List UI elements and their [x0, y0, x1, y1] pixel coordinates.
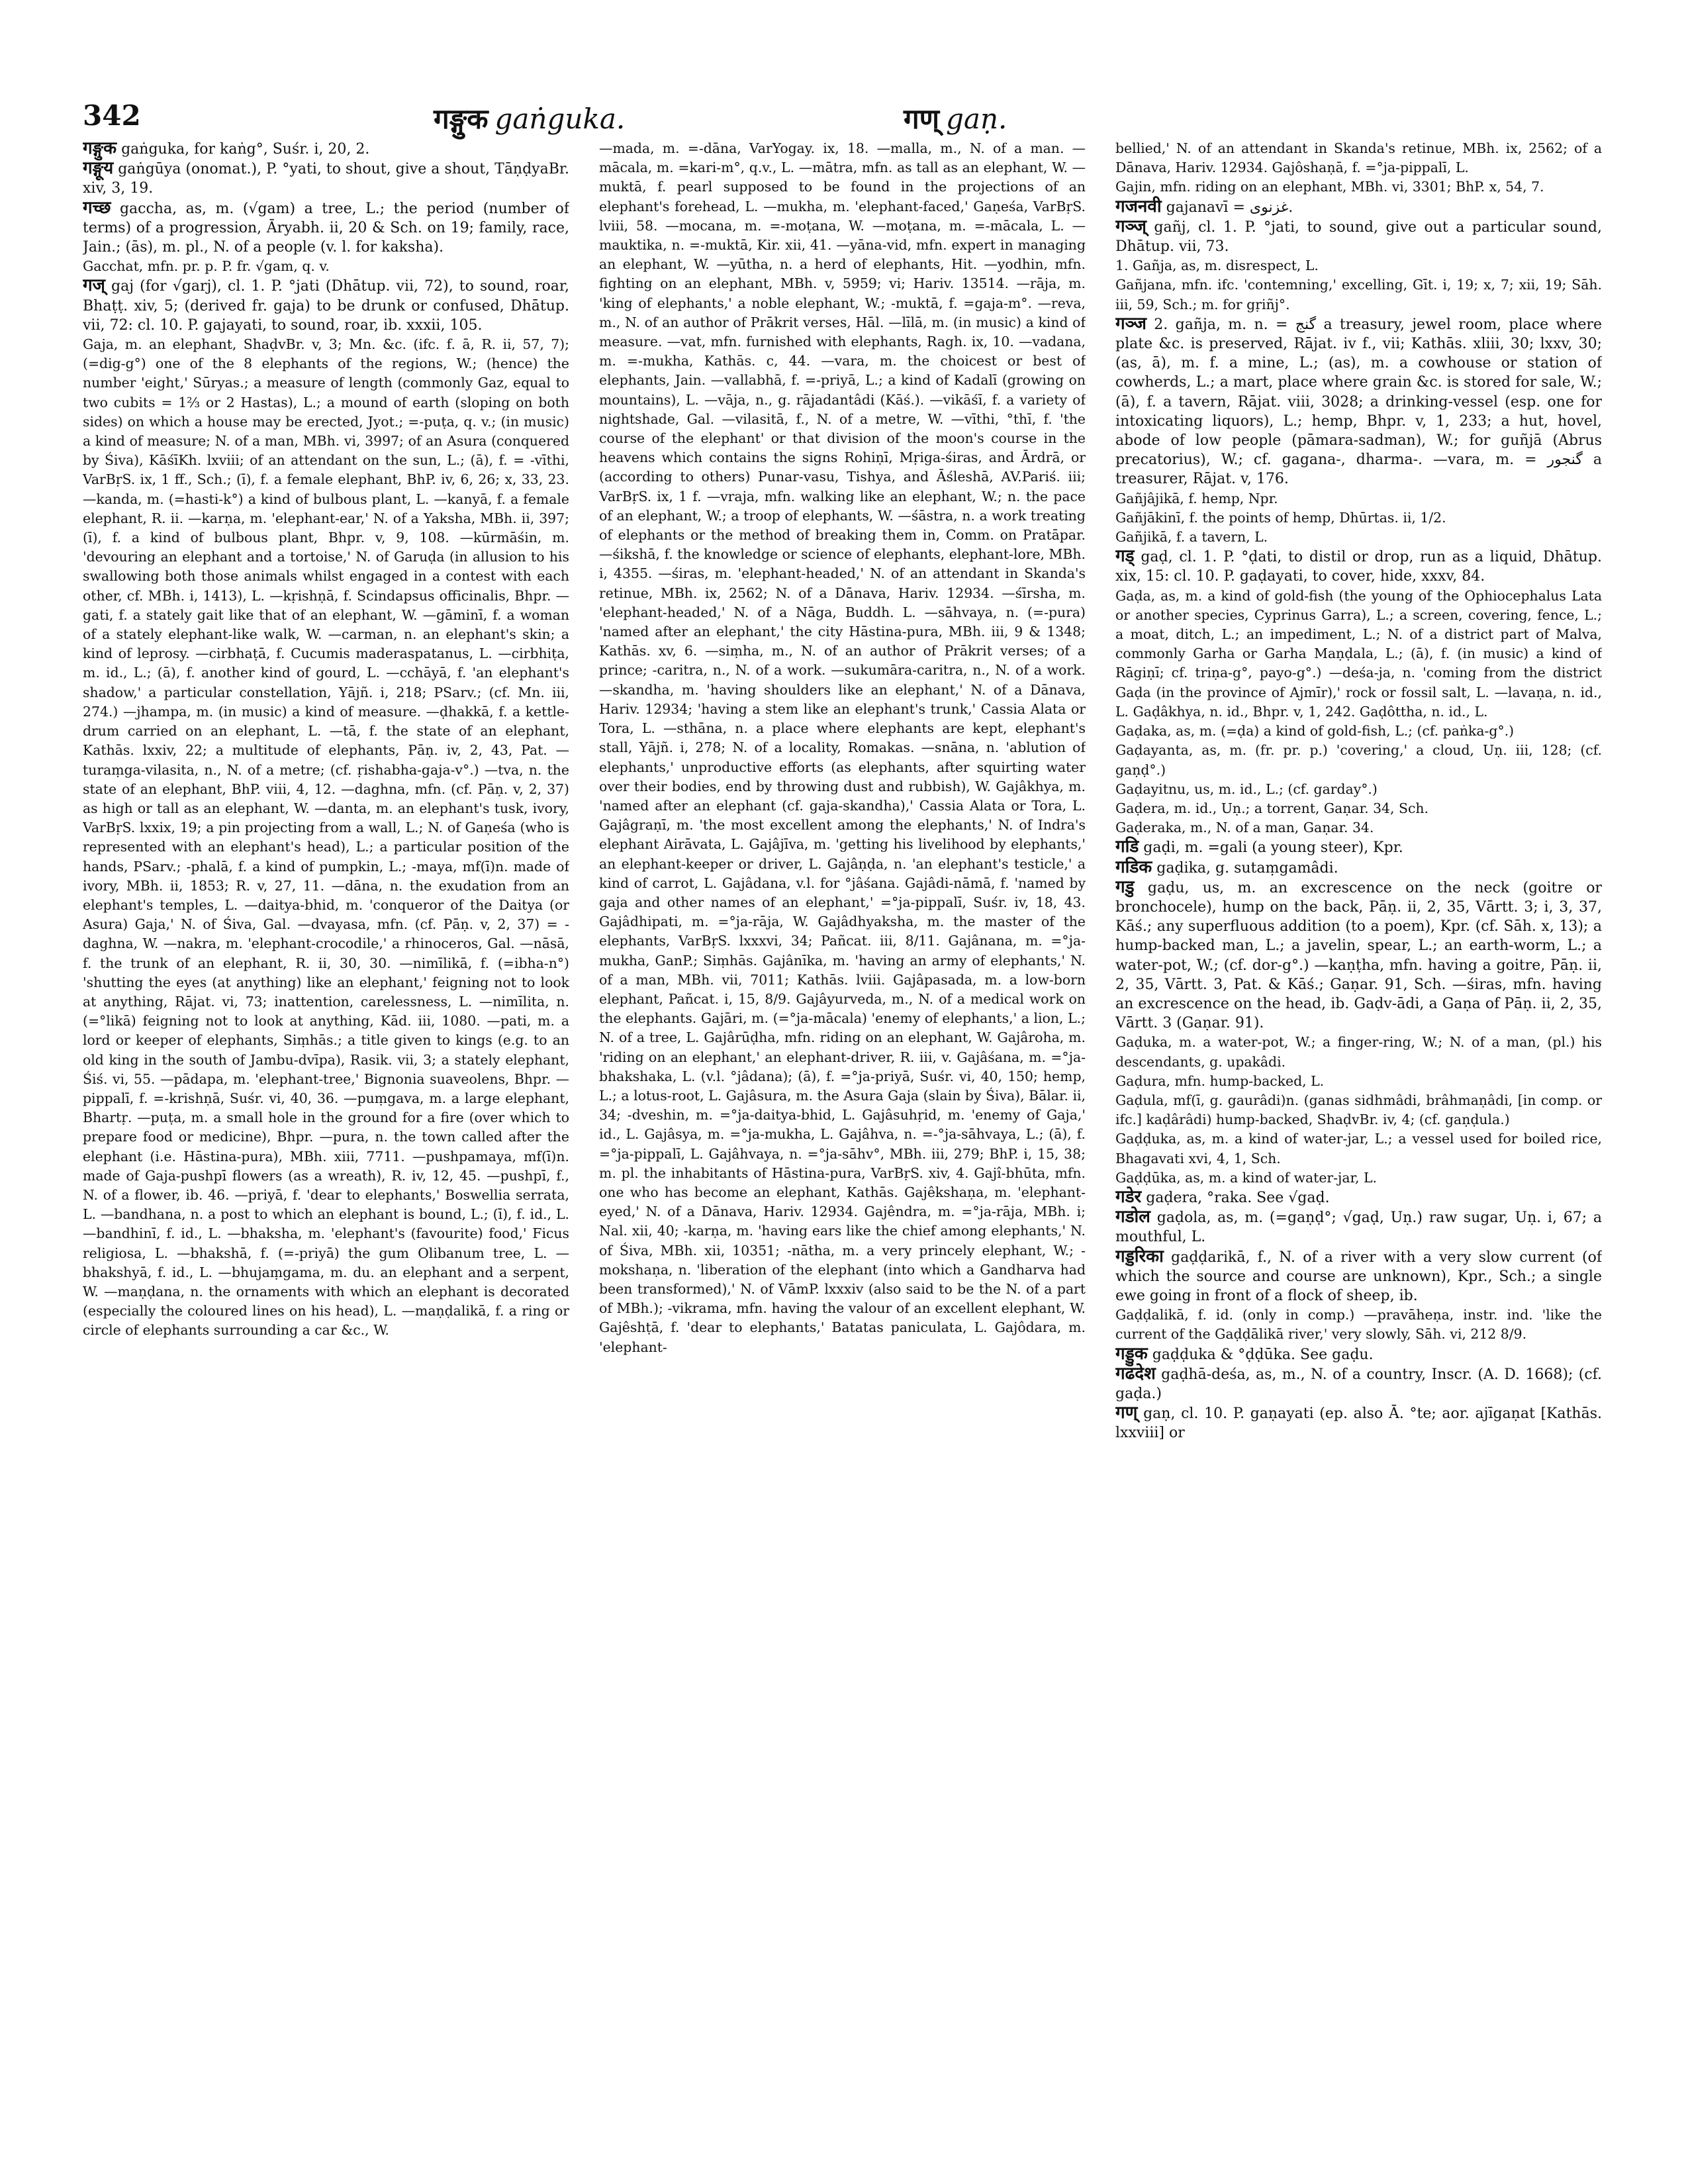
entry-text: 1. Gañja, as, m. disrespect, L. [1115, 258, 1319, 274]
running-head-right-roman: gaṇ. [946, 103, 1007, 135]
dictionary-entry [83, 199, 569, 258]
entry-headword-devanagari: गङ्गूय [83, 158, 114, 179]
dictionary-entry [1115, 197, 1602, 217]
entry-text: gaḍhā-deśa, as, m., N. of a country, Inscr. (A. D. 1668); (cf. gaḍa.) [1115, 1366, 1602, 1402]
entry-text: gaccha, as, m. (√gam) a tree, L.; the period (number of terms) of a progression, Āryabh. ii, 20 & Sch. on 19; family, race, Jain.; (ās), m. pl., N. of a people (v. l. for kaksha). [83, 200, 569, 256]
entry-headword-devanagari: गज् [83, 275, 105, 296]
dictionary-entry [1115, 275, 1602, 314]
entry-text: Gaḍera, m. id., Uṇ.; a torrent, Gaṇar. 34, Sch. [1115, 800, 1428, 816]
entry-text: Gaḍura, mfn. hump-backed, L. [1115, 1072, 1325, 1089]
dictionary-entry [1115, 818, 1602, 837]
entry-text: Gajin, mfn. riding on an elephant, MBh. vi, 3301; BhP. x, 54, 7. [1115, 179, 1544, 195]
entry-text: Gaja, m. an elephant, ShaḍvBr. v, 3; Mn. &c. (ifc. f. ā, R. ii, 57, 7); (=dig-g°) one of the 8 elephants of the regions, W.; (hence) the number 'eight,' Sūryas.; a measure of length (commonly Gaz, equal to two cubits = 1⅔ or 2 Hastas), L.; a mound of earth (sloping on both sides) on which a house may be erected, Jyot.; =-puṭa, q. v.; (in music) a kind of measure; N. of a man, MBh. vi, 3997; of an Asura (conquered by Śiva), KāśīKh. lxviii; of an attendant on the sun, L.; (ā), f. = -vīthi, VarBṛS. ix, 1 ff., Sch.; (ī), f. a female elephant, BhP. iv, 6, 26; x, 33, 23. —kanda, m. (=hasti-k°) a kind of bulbous plant, L. —kanyā, f. a female elephant, R. ii. —karṇa, m. 'elephant-ear,' N. of a Yaksha, MBh. ii, 397; (ī), f. a kind of bulbous plant, Bhpr. v, 9, 108. —kūrmāśin, m. 'devouring an elephant and a tortoise,' N. of Garuḍa (in allusion to his swallowing both those animals whilst engaged in a contest with each other, cf. MBh. i, 1413), L. —kṛishṇā, f. Scindapsus officinalis, Bhpr. —gati, f. a stately gait like that of an elephant, W. —gāminī, f. a woman of a stately elephant-like walk, W. —carman, n. an elephant's skin; a kind of leprosy. —cirbhaṭā, f. Cucumis maderaspatanus, L. —cirbhiṭa, m. id., L.; (ā), f. another kind of gourd, L. —cchāyā, f. 'an elephant's shadow,' a particular constellation, Yājñ. i, 218; PSarv.; (cf. Mn. iii, 274.) —jhampa, m. (in music) a kind of measure. —ḍhakkā, f. a kettle-drum carried on an elephant, L. —tā, f. the state of an elephant, Kathās. lxxiv, 22; a multitude of elephants, Pāṇ. iv, 2, 43, Pat. —turaṃga-vilasita, n., N. of a metre; (cf. ṛishabha-gaja-v°.) —tva, n. the state of an elephant, BhP. viii, 4, 12. —daghna, mfn. (cf. Pāṇ. v, 2, 37) as high or tall as an elephant, W. —danta, m. an elephant's tusk, ivory, VarBṛS. lxxix, 19; a pin projecting from a wall, L.; N. of Gaṇeśa (who is represented with an elephant's head), L.; a particular position of the hands, PSarv.; -phalā, f. a kind of pumpkin, L.; -maya, mf(ī)n. made of ivory, MBh. ii, 1853; R. v, 27, 11. —dāna, n. the exudation from an elephant's temples, L. —daitya-bhid, m. 'conqueror of the Daitya (or Asura) Gaja,' N. of Śiva, Gal. —dvayasa, mfn. (cf. Pāṇ. v, 2, 37) = -daghna, W. —nakra, m. 'elephant-crocodile,' a rhinoceros, Gal. —nāsā, f. the trunk of an elephant, R. ii, 30, 30. —nimīlikā, f. (=ibha-n°) 'shutting the eyes (at anything) like an elephant,' feigning not to look at anything, Rājat. vi, 73; inattention, carelessness, L. —nimīlita, n. (=°likā) feigning not to look at anything, Kād. iii, 1080. —pati, m. a lord or keeper of elephants, Siṃhās.; a title given to kings (e.g. to an old king in the south of Jambu-dvīpa), Rasik. vii, 3; a stately elephant, Śiś. vi, 55. —pādapa, m. 'elephant-tree,' Bignonia suaveolens, Bhpr. —pippalī, f. =-krishṇā, Suśr. vi, 40, 36. —puṃgava, m. a large elephant, Bhartṛ. —puṭa, m. a small hole in the ground for a fire (over which to prepare food or medicine), Bhpr. —pura, n. the town called after the elephant (i.e. Hāstina-pura), MBh. xiii, 7711. —pushpamaya, mf(ī)n. made of Gaja-pushpī flowers (as a wreath), R. iv, 12, 45. —pushpī, f., N. of a flower, ib. 46. —priyā, f. 'dear to elephants,' Boswellia serrata, L. —bandhana, n. a post to which an elephant is bound, L.; (ī), f. id., L. —bandhinī, f. id., L. —bhaksha, m. 'elephant's (favourite) food,' Ficus religiosa, L. —bhakshā, f. (=-priyā) the gum Olibanum tree, L. —bhakshyā, f. id., L. —bhujaṃgama, m. du. an elephant and a serpent, W. —maṇḍana, n. the ornaments with which an elephant is decorated (especially the coloured lines on his head), L. —maṇḍalikā, f. a ring or circle of elephants surrounding a car &c., W. [83, 336, 569, 1339]
dictionary-entry [1115, 489, 1602, 508]
dictionary-entry [1115, 177, 1602, 197]
dictionary-entry [1115, 1168, 1602, 1188]
dictionary-entry [83, 257, 569, 276]
dictionary-entry [1115, 1072, 1602, 1091]
entry-headword-devanagari: गञ्ज [1115, 313, 1147, 334]
dictionary-entry [1115, 256, 1602, 275]
dictionary-entry [1115, 858, 1602, 878]
page-number: 342 [83, 99, 141, 132]
entry-headword-devanagari: गण् [1115, 1403, 1138, 1423]
dictionary-entry [1115, 217, 1602, 256]
dictionary-entry [83, 159, 569, 198]
entry-text: Gañjākinī, f. the points of hemp, Dhūrtas. ii, 1/2. [1115, 509, 1446, 526]
text-columns [83, 139, 1625, 2158]
dictionary-entry [1115, 587, 1602, 722]
entry-text: Gañjana, mfn. ifc. 'contemning,' excelling, Gīt. i, 19; x, 7; xii, 19; Sāh. iii, 59, Sch.; m. for gṛiñj°. [1115, 277, 1602, 312]
dictionary-entry [1115, 314, 1602, 489]
dictionary-entry [1115, 1188, 1602, 1208]
entry-text: Gaḍḍūka, as, m. a kind of water-jar, L. [1115, 1169, 1378, 1186]
entry-text: Gañjikā, f. a tavern, L. [1115, 529, 1268, 546]
dictionary-entry [1115, 741, 1602, 779]
column-3 [1115, 139, 1602, 2158]
dictionary-entry [1115, 1403, 1602, 1443]
dictionary-entry [1115, 1033, 1602, 1071]
entry-headword-devanagari: गड्डुक [1115, 1343, 1148, 1364]
dictionary-entry [1115, 780, 1602, 799]
dictionary-entry [1115, 139, 1602, 177]
dictionary-entry [1115, 1091, 1602, 1129]
entry-text: Gaḍayitnu, us, m. id., L.; (cf. garday°.) [1115, 781, 1378, 797]
entry-text: Gaḍa, as, m. a kind of gold-fish (the young of the Ophiocephalus Lata or another species, Cyprinus Garra), L.; a screen, covering, fence, L.; a moat, ditch, L.; an impediment, L.; N. of a district part of Malva, commonly Garha or Garha Maṇḍala, L.; (ā), f. (in music) a kind of Rāgiṇī; cf. triṇa-g°, payo-g°.) —deśa-ja, n. 'coming from the district Gaḍa (in the province of Ajmīr),' rock or fossil salt, L. —lavaṇa, n. id., L. Gaḍâkhya, n. id., Bhpr. v, 1, 242. Gaḍôttha, n. id., L. [1115, 587, 1602, 720]
entry-text: gaṇ, cl. 10. P. gaṇayati (ep. also Ā. °te; aor. ajīgaṇat [Kathās. lxxviii] or [1115, 1405, 1602, 1442]
dictionary-entry [83, 335, 569, 1341]
column-1 [83, 139, 569, 2158]
running-head-right [904, 99, 1007, 137]
entry-text: Gaḍula, mf(ī, g. gaurâdi)n. (ganas sidhmâdi, brâhmaṇâdi, [in comp. or ifc.] kaḍârâdi) hump-backed, ShaḍvBr. iv, 4; (cf. gaṇḍula.) [1115, 1092, 1602, 1128]
running-head-left-devanagari: गङ्गुक [434, 103, 489, 135]
dictionary-entry [83, 276, 569, 335]
entry-text: gaṅgūya (onomat.), P. °yati, to shout, give a shout, TāṇḍyaBr. xiv, 3, 19. [83, 161, 569, 197]
column-2 [599, 139, 1086, 2158]
dictionary-entry [1115, 508, 1602, 528]
dictionary-entry [1115, 837, 1602, 857]
entry-headword-devanagari: गडु [1115, 877, 1135, 897]
entry-headword-devanagari: गडेर [1115, 1186, 1142, 1207]
entry-text: Gaḍuka, m. a water-pot, W.; a finger-ring, W.; N. of a man, (pl.) his descendants, g. upakâdi. [1115, 1034, 1602, 1070]
entry-headword-devanagari: गडोल [1115, 1207, 1150, 1227]
entry-headword-devanagari: गजनवी [1115, 196, 1162, 216]
entry-text: gajanavī = غزنوی. [1166, 199, 1293, 216]
entry-headword-devanagari: गङ्गुक [83, 139, 117, 158]
entry-text: Gaḍeraka, m., N. of a man, Gaṇar. 34. [1115, 820, 1374, 836]
entry-headword-devanagari: गढदेश [1115, 1363, 1156, 1384]
dictionary-entry [1115, 1345, 1602, 1364]
entry-text: Gaḍḍalikā, f. id. (only in comp.) —pravāheṇa, instr. ind. 'like the current of the Gaḍḍālikā river,' very slowly, Sāh. vi, 212 8/9. [1115, 1307, 1602, 1343]
entry-text: Gaḍḍuka, as, m. a kind of water-jar, L.; a vessel used for boiled rice, Bhagavati xvi, 4, 1, Sch. [1115, 1131, 1602, 1166]
entry-text: —mada, m. =-dāna, VarYogay. ix, 18. —malla, m., N. of a man. —mācala, m. =kari-m°, q.v., L. —mātra, mfn. as tall as an elephant, W. —muktā, f. pearl supposed to be found in the projections of an elephant's forehead, L. —mukha, m. 'elephant-faced,' Gaṇeśa, VarBṛS. lviii, 58. —mocana, m. =-moṭana, W. —moṭana, m. =-mācala, L. —mauktika, n. =-muktā, Kir. xii, 41. —yāna-vid, mfn. expert in managing an elephant, W. —yūtha, n. a herd of elephants, Hit. —yodhin, mfn. fighting on an elephant, MBh. v, 5959; vi; Hariv. 13514. —rāja, m. 'king of elephants,' a noble elephant, W.; -muktā, f. =gaja-m°. —reva, m., N. of an author of Prākrit verses, Hāl. —līlā, m. (in music) a kind of measure. —vat, mfn. furnished with elephants, Ragh. ix, 10. —vadana, m. =-mukha, Kathās. c, 44. —vara, m. the choicest or best of elephants, Jain. —vallabhā, f. =-priyā, L.; a kind of Kadalī (growing on mountains), L. —vāja, n., g. rājadantâdi (Kāś.). —vikāśī, f. a variety of nightshade, Gal. —vilasitā, f., N. of a metre, W. —vīthi, °thī, f. 'the course of the elephant' or that division of the moon's course in the heavens which contains the signs Rohiṇī, Mṛiga-śiras, and Ārdrā, or (according to others) Punar-vasu, Tishya, and Āśleshā, AV.Pariś. iii; VarBṛS. ix, 1 f. —vraja, mfn. walking like an elephant, W.; n. the pace of an elephant, W.; a troop of elephants, W. —śāstra, n. a work treating of elephants or the method of breaking them in, Comm. on Pratāpar. —śikshā, f. the knowledge or science of elephants, elephant-lore, MBh. i, 4355. —śiras, m. 'elephant-headed,' N. of an attendant in Skanda's retinue, MBh. ix, 2562; N. of a Dānava, Hariv. 12934. —śīrsha, m. 'elephant-headed,' N. of a Nāga, Buddh. L. —sāhvaya, n. (=-pura) 'named after an elephant,' the city Hāstina-pura, MBh. iii, 9 & 1348; Kathās. xv, 6. —siṃha, m., N. of an author of Prākrit verses; of a prince; -caritra, n., N. of a work. —sukumāra-caritra, n., N. of a work. —skandha, m. 'having shoulders like an elephant,' N. of a Dānava, Hariv. 12934; 'having a stem like an elephant's trunk,' Cassia Alata or Tora, L. —sthāna, n. a place where elephants are kept, elephant's stall, Yājñ. i, 278; N. of a locality, Romakas. —snāna, n. 'ablution of elephants,' unproductive efforts (as elephants, after squirting water over their bodies, end by throwing dust and rubbish), W. Gajâkhya, m. 'named after an elephant (cf. gaja-skandha),' Cassia Alata or Tora, L. Gajâgraṇī, m. 'the most excellent among the elephants,' N. of Indra's elephant Airāvata, L. Gajâjīva, m. 'getting his livelihood by elephants,' an elephant-keeper or driver, L. Gajâṇḍa, n. 'an elephant's testicle,' a kind of carrot, L. Gajâdana, v.l. for °jâśana. Gajâdi-nāmā, f. 'named by gaja and other names of an elephant,' =°ja-pippalī, Suśr. iv, 18, 43. Gajâdhipati, m. =°ja-rāja, W. Gajâdhyaksha, m. the master of the elephants, VarBṛS. lxxxvi, 34; Pañcat. iii, 8/11. Gajânana, m. =°ja-mukha, GanP.; Siṃhās. Gajânīka, m. 'having an army of elephants,' N. of a man, MBh. vii, 7011; Kathās. lviii. Gajâpasada, m. a low-born elephant, Pañcat. i, 15, 8/9. Gajâyurveda, m., N. of a medical work on the elephants. Gajāri, m. (=°ja-mācala) 'enemy of elephants,' a lion, L.; N. of a tree, L. Gajârūḍha, mfn. riding on an elephant, W. Gajâroha, m. 'riding on an elephant,' an elephant-driver, R. iii, v. Gajâśana, m. =°ja-bhakshaka, L. (v.l. °jâdana); (ā), f. =°ja-priyā, Suśr. vi, 40, 150; hemp, L.; a lotus-root, L. Gajâsura, m. the Asura Gaja (slain by Śiva), Bālar. ii, 34; -dveshin, m. =°ja-daitya-bhid, L. Gajâsuhṛid, m. 'enemy of Gaja,' id., L. Gajâsya, m. =°ja-mukha, L. Gajâhva, n. =-°ja-sāhvaya, L.; (ā), f. =°ja-pippalī, L. Gajâhvaya, n. =°ja-sāhv°, MBh. iii, 279; BhP. i, 15, 38; m. pl. the inhabitants of Hāstina-pura, VarBṛS. xiv, 4. Gajî-bhūta, mfn. one who has become an elephant, Kathās. Gajêkshaṇa, m. 'elephant-eyed,' N. of a Dānava, Hariv. 12934. Gajêndra, m. =°ja-rāja, MBh. i; Nal. xii, 40; -karṇa, m. 'having ears like the chief among elephants,' N. of Śiva, MBh. xii, 10351; -nātha, m. a very princely elephant, W.; -mokshaṇa, n. 'liberation of the elephant (into which a Gandharva had been transformed),' N. of VāmP. lxxxiv (also said to be the N. of a part of MBh.); -vikrama, mfn. having the valour of an excellent elephant, W. Gajêshṭā, f. 'dear to elephants,' Batatas paniculata, L. Gajôdara, m. 'elephant- [599, 140, 1086, 1355]
entry-headword-devanagari: गड् [1115, 546, 1135, 567]
entry-text: gaḍu, us, m. an excrescence on the neck (goitre or bronchocele), hump on the back, Pāṇ. ii, 2, 35, Vārtt. 3; i, 3, 37, Kāś.; any superfluous addition (to a poem), Kpr. (cf. Sāh. x, 13); a hump-backed man, L.; a javelin, spear, L.; an earth-worm, L.; a water-pot, W.; (cf. dor-g°.) —kaṇṭha, mfn. having a goitre, Pāṇ. ii, 2, 35, Vārtt. 3, Pat. & Kāś.; Gaṇar. 91, Sch. —śiras, mfn. having an excrescence on the head, ib. Gaḍv-ādi, a Gaṇa of Pāṇ. ii, 2, 35, Vārtt. 3 (Gaṇar. 91). [1115, 879, 1602, 1032]
entry-headword-devanagari: गड्डरिका [1115, 1246, 1164, 1266]
dictionary-entry [1115, 878, 1602, 1033]
entry-text: Gacchat, mfn. pr. p. P. fr. √gam, q. v. [83, 258, 330, 275]
entry-text: gaḍera, °raka. See √gaḍ. [1146, 1189, 1330, 1206]
entry-text: bellied,' N. of an attendant in Skanda's retinue, MBh. ix, 2562; of a Dānava, Hariv. 12934. Gajôshaṇā, f. =°ja-pippalī, L. [1115, 140, 1602, 176]
dictionary-entry [1115, 1364, 1602, 1403]
entry-headword-devanagari: गडिक [1115, 857, 1152, 877]
entry-text: Gaḍayanta, as, m. (fr. pr. p.) 'covering,' a cloud, Uṇ. iii, 128; (cf. gaṇḍ°.) [1115, 742, 1602, 778]
entry-text: gaḍika, g. sutaṃgamâdi. [1156, 859, 1338, 877]
dictionary-entry [1115, 799, 1602, 818]
entry-text: Gañjâjikā, f. hemp, Npr. [1115, 490, 1278, 506]
dictionary-entry [599, 139, 1086, 1357]
running-head-right-devanagari: गण् [904, 103, 940, 135]
entry-text: gaḍḍuka & °ḍḍūka. See gaḍu. [1152, 1346, 1374, 1363]
entry-headword-devanagari: गञ्ज् [1115, 216, 1147, 236]
entry-text: gaj (for √garj), cl. 1. P. °jati (Dhātup. vii, 72), to sound, roar, Bhaṭṭ. xiv, 5; (derived fr. gaja) to be drunk or confused, Dhātup. vii, 72: cl. 10. P. gajayati, to sound, roar, ib. xxxii, 105. [83, 278, 569, 334]
dictionary-entry [83, 139, 569, 159]
dictionary-entry [1115, 547, 1602, 586]
running-head-left [434, 99, 625, 137]
dictionary-entry [1115, 1129, 1602, 1168]
dictionary-entry [1115, 1247, 1602, 1306]
entry-headword-devanagari: गच्छ [83, 197, 111, 218]
dictionary-entry [1115, 722, 1602, 741]
entry-text: gaṅguka, for kaṅg°, Suśr. i, 20, 2. [121, 141, 370, 158]
entry-text: 2. gañja, m. n. = گنج a treasury, jewel room, place where plate &c. is preserved, Rājat. iv f., vii; Kathās. xliii, 30; lxxv, 30; (as, ā), m. f. a mine, L.; (as), m. a cowhouse or station of cowherds, L.; a mart, place where grain &c. is stored for sale, W.; (ā), f. a tavern, Rājat. viii, 3028; a drinking-vessel (esp. one for intoxicating liquors), L.; hemp, Bhpr. v, 1, 233; a hut, hovel, abode of low people (pāmara-sadman), W.; for guñjā (Abrus precatorius), W.; cf. gagana-, dharma-. —vara, m. = گنجور a treasurer, Rājat. v, 176. [1115, 316, 1602, 488]
entry-text: gaḍola, as, m. (=gaṇḍ°; √gaḍ, Uṇ.) raw sugar, Uṇ. i, 67; a mouthful, L. [1115, 1210, 1602, 1246]
entry-text: gaḍ, cl. 1. P. °ḍati, to distil or drop, run as a liquid, Dhātup. xix, 15: cl. 10. P. gaḍayati, to cover, hide, xxxv, 84. [1115, 549, 1602, 585]
running-head-left-roman: gaṅguka. [494, 103, 626, 135]
dictionary-entry [1115, 528, 1602, 547]
entry-text: gañj, cl. 1. P. °jati, to sound, give out a particular sound, Dhātup. vii, 73. [1115, 218, 1602, 256]
entry-headword-devanagari: गडि [1115, 837, 1139, 857]
dictionary-entry [1115, 1208, 1602, 1247]
dictionary-entry [1115, 1306, 1602, 1344]
entry-text: gaḍi, m. =gali (a young steer), Kpr. [1143, 839, 1403, 857]
entry-text: gaḍḍarikā, f., N. of a river with a very slow current (of which the source and course are unknown), Kpr., Sch.; a single ewe going in front of a flock of sheep, ib. [1115, 1249, 1602, 1304]
entry-text: Gaḍaka, as, m. (=ḍa) a kind of gold-fish, L.; (cf. paṅka-g°.) [1115, 723, 1515, 739]
